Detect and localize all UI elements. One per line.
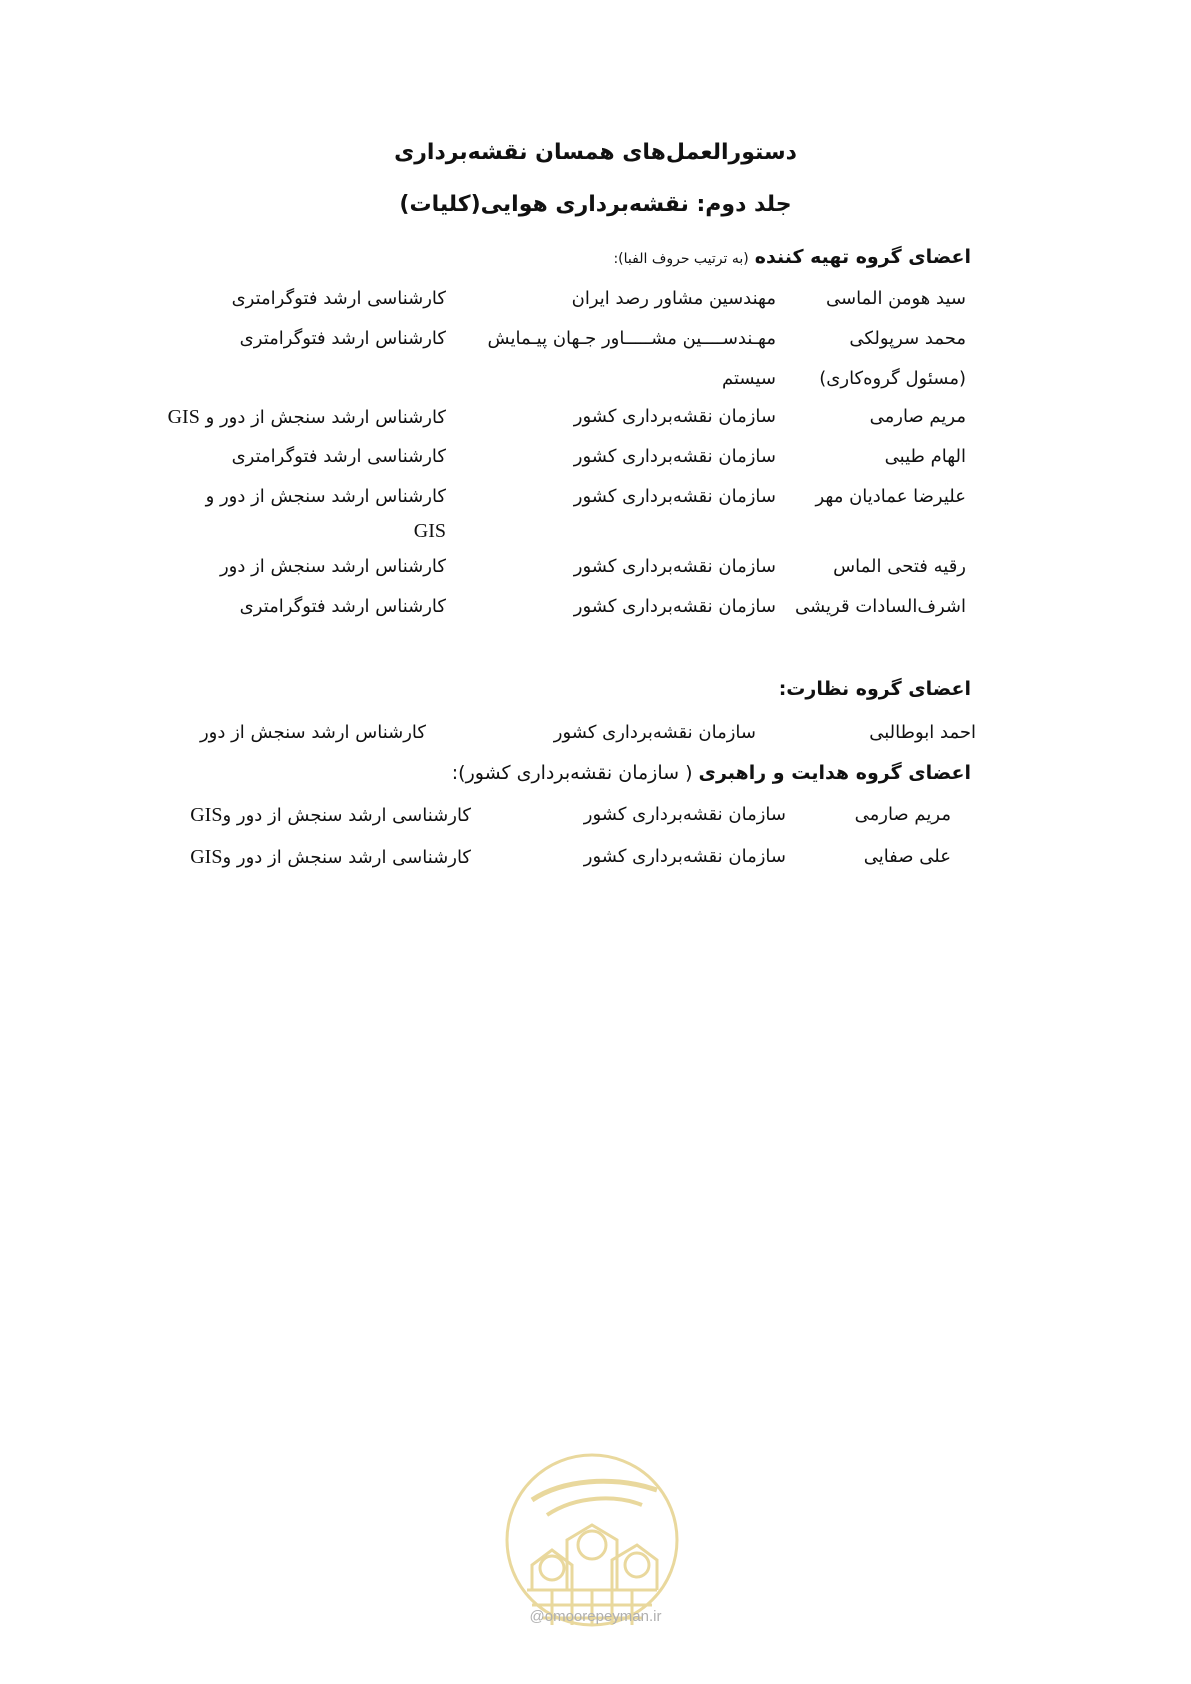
- member-name: احمد ابوطالبی: [869, 722, 976, 743]
- member-role-gis: GIS: [167, 406, 200, 428]
- document-subtitle: جلد دوم: نقشه‌برداری هوایی(کلیات): [399, 192, 792, 217]
- member-name: رقیه فتحی الماس: [833, 556, 966, 577]
- member-name: سید هومن الماسی: [825, 288, 966, 309]
- member-role: کارشناس ارشد سنجش از دور: [199, 722, 426, 743]
- supervisor-row: [0, 722, 1191, 758]
- member-name: محمد سرپولکی: [849, 328, 966, 349]
- preparer-row: [0, 486, 1191, 522]
- member-name: علی صفایی: [863, 846, 951, 867]
- member-role: کارشناس ارشد سنجش از دور: [219, 556, 446, 577]
- member-role-text: کارشناسی ارشد سنجش از دور و: [222, 847, 471, 868]
- member-name: اشرف‌السادات قریشی: [795, 596, 966, 617]
- member-org: سازمان نقشه‌برداری کشور: [573, 486, 776, 507]
- member-role: کارشناسی ارشد فتوگرامتری: [231, 446, 446, 467]
- preparer-row: [0, 596, 1191, 632]
- preparer-row: [0, 288, 1191, 324]
- steering-row: [0, 846, 1191, 882]
- preparer-row: [0, 556, 1191, 592]
- member-role-gis: GIS: [413, 520, 446, 542]
- member-name: الهام طیبی: [884, 446, 966, 467]
- member-org: سازمان نقشه‌برداری کشور: [583, 846, 786, 867]
- preparer-row: [0, 328, 1191, 364]
- watermark-stamp-logo: [492, 1440, 692, 1660]
- member-role: کارشناس ارشد سنجش از دور و: [205, 486, 446, 507]
- member-role: [190, 846, 471, 869]
- member-org: سازمان نقشه‌برداری کشور: [573, 556, 776, 577]
- member-role-gis: GIS: [190, 804, 223, 826]
- member-org: مهندسین مشاور رصد ایران: [571, 288, 776, 309]
- member-name: (مسئول گروه‌کاری): [819, 368, 966, 389]
- member-name: مریم صارمی: [854, 804, 951, 825]
- member-org: سازمان نقشه‌برداری کشور: [583, 804, 786, 825]
- document-title: دستورالعمل‌های همسان نقشه‌برداری: [394, 140, 797, 165]
- preparer-row-continuation: [0, 520, 1191, 556]
- member-role-gis: GIS: [190, 846, 223, 868]
- steering-heading: [452, 762, 971, 784]
- preparers-heading: [613, 246, 971, 268]
- preparer-row: [0, 446, 1191, 482]
- member-name: مریم صارمی: [869, 406, 966, 427]
- member-name: علیرضا عمادیان مهر: [815, 486, 966, 507]
- member-role: [168, 406, 446, 429]
- member-org: سازمان نقشه‌برداری کشور: [573, 596, 776, 617]
- member-role: کارشناس ارشد فتوگرامتری: [239, 328, 446, 349]
- preparers-heading-note: (به ترتیب حروف الفبا):: [613, 251, 749, 267]
- supervisors-heading-label: اعضای گروه نظارت:: [778, 678, 971, 700]
- member-org: سازمان نقشه‌برداری کشور: [573, 446, 776, 467]
- preparers-heading-label: اعضای گروه تهیه کننده: [754, 246, 971, 268]
- member-role: کارشناس ارشد فتوگرامتری: [239, 596, 446, 617]
- member-org: سازمان نقشه‌برداری کشور: [573, 406, 776, 427]
- supervisors-heading: [779, 678, 971, 700]
- member-role-text: کارشناس ارشد سنجش از دور و: [205, 407, 446, 428]
- member-org: سیستم: [722, 368, 776, 389]
- steering-heading-note: ( سازمان نقشه‌برداری کشور):: [451, 762, 693, 784]
- member-role-text: کارشناسی ارشد سنجش از دور و: [222, 805, 471, 826]
- member-role: [190, 804, 471, 827]
- watermark-url-text: omoorepeyman.ir: [544, 1608, 662, 1625]
- steering-heading-label: اعضای گروه هدایت و راهبری: [698, 762, 971, 784]
- member-org: سازمان نقشه‌برداری کشور: [553, 722, 756, 743]
- member-role: کارشناسی ارشد فتوگرامتری: [231, 288, 446, 309]
- preparer-row: [0, 368, 1191, 404]
- preparer-row: [0, 406, 1191, 442]
- steering-row: [0, 804, 1191, 840]
- member-org: مهـندســــین مشـــــاور جـهان پیـمایش: [487, 328, 776, 349]
- watermark-url: @omoorepeyman.ir: [529, 1608, 662, 1625]
